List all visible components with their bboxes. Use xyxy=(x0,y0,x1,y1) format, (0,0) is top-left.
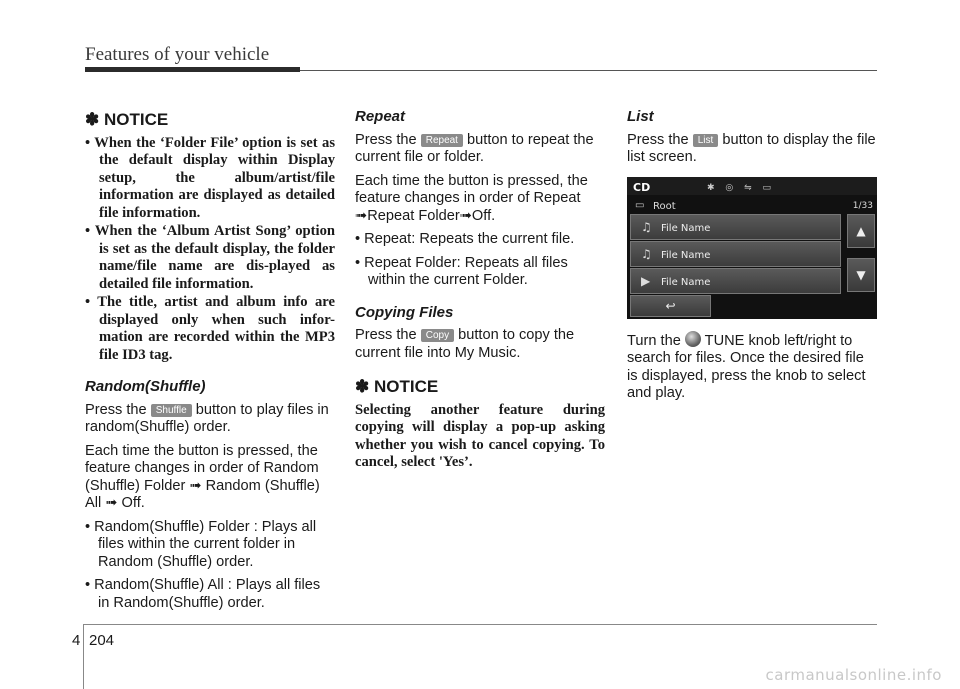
notice-item: • When the ‘Folder File’ option is set as the default display within Display setup, the album/artist/file information are displayed as detailed file information. xyxy=(85,134,335,221)
list-paragraph xyxy=(627,132,877,167)
source-label: CD xyxy=(633,180,651,194)
folder-icon: ▭ xyxy=(635,199,645,211)
random-paragraph-1 xyxy=(85,402,335,437)
file-name: File Name xyxy=(661,222,711,234)
bullet-item: • Random(Shuffle) All : Plays all files in Random(Shuffle) order. xyxy=(85,577,321,611)
notice-heading: ✽ NOTICE xyxy=(85,110,169,129)
file-count: 1/33 xyxy=(852,200,873,211)
folder-row xyxy=(627,196,877,212)
file-list-screen xyxy=(627,177,877,319)
footer-divider xyxy=(83,624,84,689)
notice-heading: ✽ NOTICE xyxy=(355,377,439,396)
notice-list xyxy=(85,135,335,365)
music-note-icon: ♫ xyxy=(641,219,652,234)
file-name: File Name xyxy=(661,249,711,261)
list-button: List xyxy=(693,134,719,147)
section-heading-list: List xyxy=(627,108,654,125)
text: Press the xyxy=(355,327,417,343)
random-paragraph-2: Each time the button is pressed, the feature changes in order of Random (Shuffle) Folder ➟ Random (Shuffle) All ➟ Off. xyxy=(85,442,320,511)
section-heading-repeat: Repeat xyxy=(355,108,406,125)
notice-text: Selecting another feature during copying will display a pop-up asking whether you wish to cancel copying. To cancel, select 'Yes’. xyxy=(355,401,605,470)
column-2 xyxy=(355,108,605,472)
text: TUNE knob left/right to search for files. Once the desired file is displayed, press the knob to select and play. xyxy=(627,332,866,401)
notice-item: • The title, artist and album info are displayed only when such infor-mation are recorded within the MP3 file ID3 tag. xyxy=(85,294,335,363)
text: button to play files in random(Shuffle) order. xyxy=(85,401,329,435)
bullet-item: • Random(Shuffle) Folder : Plays all files within the current folder in Random (Shuffle) order. xyxy=(85,518,317,570)
bullet-item: • Repeat Folder: Repeats all files within the current Folder. xyxy=(355,254,568,288)
text: button to repeat the current file or folder. xyxy=(355,131,594,165)
text: button to display the file list screen. xyxy=(627,131,876,165)
file-row[interactable] xyxy=(630,268,841,294)
bullet-item: • Repeat: Repeats the current file. xyxy=(355,231,575,247)
section-heading-random: Random(Shuffle) xyxy=(85,378,206,395)
repeat-paragraph-2: Each time the button is pressed, the feature changes in order of Repeat ➟Repeat Folder➟Off. xyxy=(355,172,588,224)
notice-item: • When the ‘Album Artist Song’ option is set as the default display, the folder name/file name are dis-played as detailed file information. xyxy=(85,223,335,292)
random-bullet-list xyxy=(85,519,335,613)
page-number: 204 xyxy=(89,632,115,649)
chapter-number: 4 xyxy=(72,632,81,649)
footer-rule xyxy=(83,624,877,625)
scroll-down-button[interactable]: ▼ xyxy=(847,258,875,292)
file-name: File Name xyxy=(661,276,711,288)
column-3 xyxy=(627,108,877,409)
text: Turn the xyxy=(627,332,681,349)
back-button[interactable]: ↩ xyxy=(630,295,711,317)
column-1 xyxy=(85,108,335,618)
text: Press the xyxy=(627,131,689,148)
text: Press the xyxy=(85,401,147,418)
copy-button: Copy xyxy=(421,329,454,342)
status-icons: ✱ ◎ ⇋ ▭ xyxy=(707,182,776,193)
copy-paragraph xyxy=(355,327,605,362)
header-rule-thin xyxy=(300,70,877,71)
file-row[interactable] xyxy=(630,214,841,240)
music-note-icon: ♫ xyxy=(641,246,652,261)
text: Press the xyxy=(355,131,417,148)
repeat-bullet-list xyxy=(355,231,605,290)
tune-knob-icon xyxy=(685,331,701,347)
page-header-title: Features of your vehicle xyxy=(85,44,270,65)
section-heading-copying: Copying Files xyxy=(355,303,454,321)
repeat-button: Repeat xyxy=(421,134,463,147)
folder-name: Root xyxy=(653,200,676,212)
header-rule-thick xyxy=(85,67,300,72)
watermark: carmanualsonline.info xyxy=(765,666,942,684)
repeat-paragraph-1 xyxy=(355,132,605,167)
play-icon: ▶ xyxy=(641,273,651,288)
scroll-up-button[interactable]: ▲ xyxy=(847,214,875,248)
shuffle-button: Shuffle xyxy=(151,404,192,417)
tune-paragraph xyxy=(627,331,877,403)
file-row[interactable] xyxy=(630,241,841,267)
screen-status-bar xyxy=(627,177,877,195)
text: button to copy the current file into My Music. xyxy=(355,327,575,361)
